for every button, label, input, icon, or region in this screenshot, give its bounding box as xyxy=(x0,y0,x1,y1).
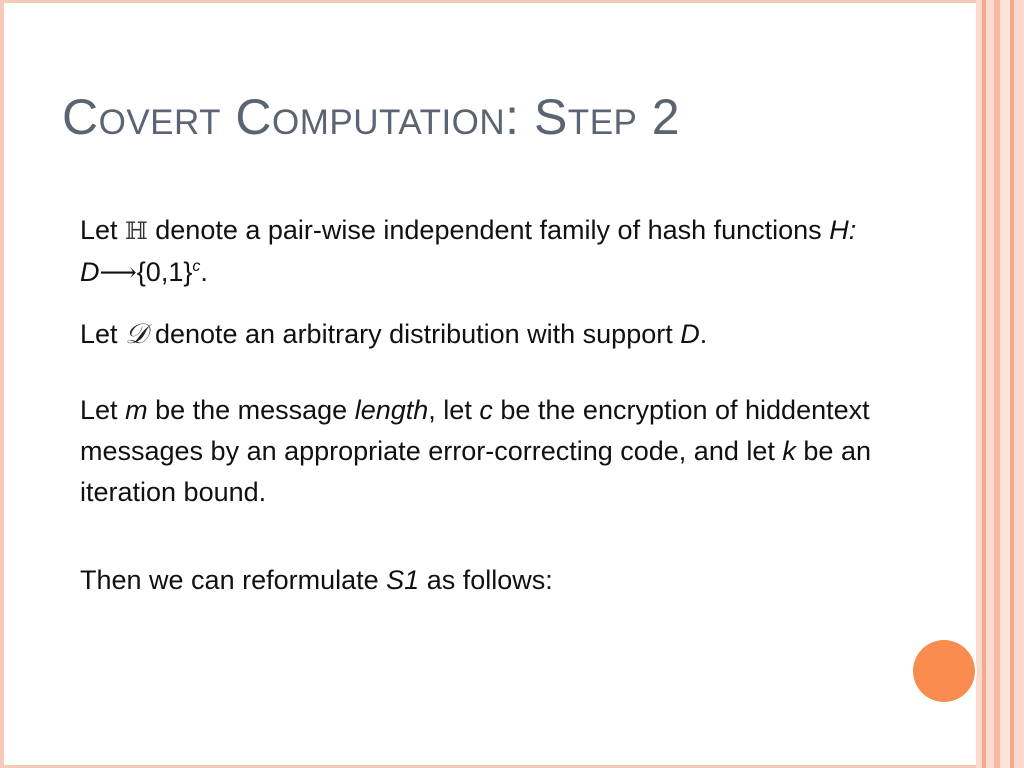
frame-top-border xyxy=(0,0,1024,3)
codomain: {0,1} xyxy=(136,257,193,287)
text-let: Let xyxy=(80,395,118,425)
paragraph-hash-family xyxy=(80,210,900,294)
italic-m: m xyxy=(125,395,148,425)
decorative-stripe xyxy=(986,0,994,768)
distribution-symbol: 𝒟 xyxy=(125,317,148,350)
text-let: Let xyxy=(80,215,118,245)
slide-title: Covert Computation: Step 2 xyxy=(62,89,681,145)
italic-H: H: xyxy=(829,215,857,245)
period: . xyxy=(699,319,708,349)
hash-family-symbol: ℍ xyxy=(125,217,148,245)
exponent-c: c xyxy=(192,258,201,275)
italic-D: D xyxy=(680,319,700,349)
paragraph-reformulate xyxy=(80,560,900,601)
paragraph-parameters xyxy=(80,390,900,513)
period: . xyxy=(200,257,208,287)
text-segment: be an iteration bound. xyxy=(80,436,871,507)
text-segment: be the encryption of hiddentext messages by an appropriate error-correcting code, and let xyxy=(80,395,870,466)
decorative-stripe xyxy=(1000,0,1010,768)
decorative-stripe xyxy=(1014,0,1024,768)
italic-D: D xyxy=(80,257,100,287)
arrow-symbol: ⟶ xyxy=(99,258,137,288)
italic-S1: S1 xyxy=(386,565,420,595)
orange-circle-decoration xyxy=(913,640,975,702)
frame-left-border xyxy=(0,0,4,768)
text-segment: as follows: xyxy=(426,565,553,595)
paragraph-distribution xyxy=(80,313,900,355)
text-segment: be the message xyxy=(155,395,348,425)
text-segment: denote an arbitrary distribution with support xyxy=(154,319,673,349)
text-segment: , let xyxy=(428,395,472,425)
text-segment: denote a pair-wise independent family of hash functions xyxy=(155,215,822,245)
text-segment: Then we can reformulate xyxy=(80,565,379,595)
text-let: Let xyxy=(80,319,118,349)
italic-k: k xyxy=(782,436,796,466)
italic-c: c xyxy=(479,395,493,425)
italic-length: length xyxy=(354,395,429,425)
